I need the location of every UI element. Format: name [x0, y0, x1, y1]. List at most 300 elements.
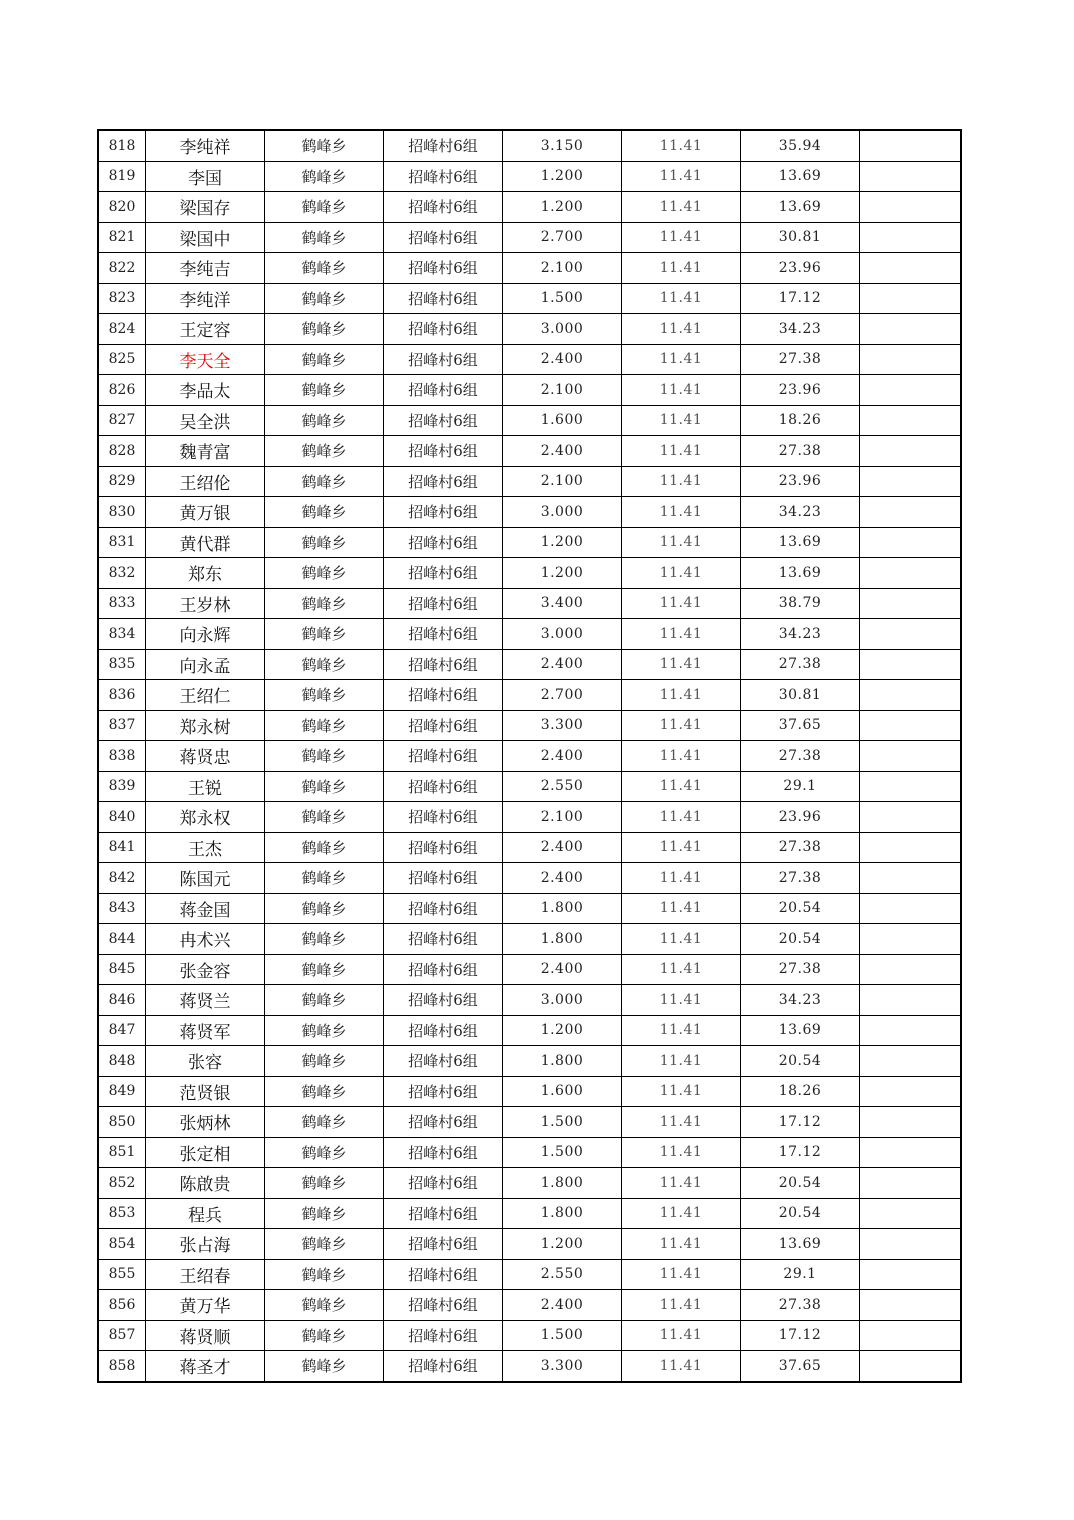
amount-cell: 18.26 [741, 405, 860, 436]
table-row [98, 802, 961, 833]
table-row [98, 1198, 961, 1229]
town-cell: 鹤峰乡 [265, 1351, 384, 1382]
row-number: 846 [98, 985, 146, 1016]
note-cell [860, 527, 962, 558]
amount-cell: 20.54 [741, 924, 860, 955]
note-cell [860, 649, 962, 680]
village-cell: 招峰村6组 [384, 1259, 503, 1290]
rate-cell: 11.41 [622, 1137, 741, 1168]
rate-cell: 11.41 [622, 1198, 741, 1229]
rate-cell: 11.41 [622, 1259, 741, 1290]
village-cell: 招峰村6组 [384, 527, 503, 558]
table-row [98, 1229, 961, 1260]
area-cell: 2.700 [503, 222, 622, 253]
amount-cell: 17.12 [741, 1137, 860, 1168]
amount-cell: 17.12 [741, 283, 860, 314]
name-cell: 李纯祥 [146, 130, 265, 161]
name-cell: 王杰 [146, 832, 265, 863]
village-cell: 招峰村6组 [384, 1137, 503, 1168]
area-cell: 2.400 [503, 1290, 622, 1321]
table-row [98, 893, 961, 924]
rate-cell: 11.41 [622, 1168, 741, 1199]
village-cell: 招峰村6组 [384, 161, 503, 192]
area-cell: 3.000 [503, 497, 622, 528]
area-cell: 1.600 [503, 1076, 622, 1107]
row-number: 851 [98, 1137, 146, 1168]
town-cell: 鹤峰乡 [265, 497, 384, 528]
village-cell: 招峰村6组 [384, 1320, 503, 1351]
amount-cell: 27.38 [741, 344, 860, 375]
note-cell [860, 1168, 962, 1199]
name-cell: 张容 [146, 1046, 265, 1077]
name-cell: 魏青富 [146, 436, 265, 467]
table-row [98, 1137, 961, 1168]
name-cell: 郑东 [146, 558, 265, 589]
amount-cell: 17.12 [741, 1320, 860, 1351]
note-cell [860, 1198, 962, 1229]
rate-cell: 11.41 [622, 222, 741, 253]
rate-cell: 11.41 [622, 344, 741, 375]
note-cell [860, 1015, 962, 1046]
row-number: 842 [98, 863, 146, 894]
rate-cell: 11.41 [622, 558, 741, 589]
town-cell: 鹤峰乡 [265, 893, 384, 924]
town-cell: 鹤峰乡 [265, 863, 384, 894]
name-cell: 范贤银 [146, 1076, 265, 1107]
village-cell: 招峰村6组 [384, 710, 503, 741]
table-row [98, 253, 961, 284]
village-cell: 招峰村6组 [384, 1076, 503, 1107]
table-row [98, 436, 961, 467]
note-cell [860, 985, 962, 1016]
rate-cell: 11.41 [622, 924, 741, 955]
area-cell: 2.400 [503, 741, 622, 772]
area-cell: 1.200 [503, 1229, 622, 1260]
row-number: 819 [98, 161, 146, 192]
village-cell: 招峰村6组 [384, 985, 503, 1016]
name-cell: 王岁林 [146, 588, 265, 619]
village-cell: 招峰村6组 [384, 832, 503, 863]
rate-cell: 11.41 [622, 710, 741, 741]
row-number: 848 [98, 1046, 146, 1077]
area-cell: 3.150 [503, 130, 622, 161]
table-row [98, 1015, 961, 1046]
row-number: 844 [98, 924, 146, 955]
amount-cell: 29.1 [741, 771, 860, 802]
row-number: 831 [98, 527, 146, 558]
row-number: 834 [98, 619, 146, 650]
row-number: 847 [98, 1015, 146, 1046]
town-cell: 鹤峰乡 [265, 1290, 384, 1321]
note-cell [860, 192, 962, 223]
amount-cell: 35.94 [741, 130, 860, 161]
note-cell [860, 497, 962, 528]
area-cell: 2.400 [503, 344, 622, 375]
name-cell: 向永辉 [146, 619, 265, 650]
area-cell: 3.000 [503, 314, 622, 345]
town-cell: 鹤峰乡 [265, 588, 384, 619]
note-cell [860, 863, 962, 894]
row-number: 835 [98, 649, 146, 680]
table-row [98, 497, 961, 528]
name-cell: 蒋贤顺 [146, 1320, 265, 1351]
area-cell: 1.800 [503, 1198, 622, 1229]
village-cell: 招峰村6组 [384, 1290, 503, 1321]
town-cell: 鹤峰乡 [265, 1320, 384, 1351]
amount-cell: 27.38 [741, 1290, 860, 1321]
table-row [98, 130, 961, 161]
table-row [98, 1107, 961, 1138]
note-cell [860, 832, 962, 863]
name-cell: 王锐 [146, 771, 265, 802]
rate-cell: 11.41 [622, 619, 741, 650]
table-row [98, 588, 961, 619]
area-cell: 1.600 [503, 405, 622, 436]
area-cell: 3.000 [503, 619, 622, 650]
data-table [97, 129, 962, 1383]
row-number: 852 [98, 1168, 146, 1199]
table-row [98, 375, 961, 406]
town-cell: 鹤峰乡 [265, 954, 384, 985]
rate-cell: 11.41 [622, 954, 741, 985]
row-number: 856 [98, 1290, 146, 1321]
note-cell [860, 588, 962, 619]
rate-cell: 11.41 [622, 771, 741, 802]
town-cell: 鹤峰乡 [265, 222, 384, 253]
row-number: 822 [98, 253, 146, 284]
note-cell [860, 1076, 962, 1107]
village-cell: 招峰村6组 [384, 436, 503, 467]
rate-cell: 11.41 [622, 1046, 741, 1077]
area-cell: 2.100 [503, 375, 622, 406]
name-cell: 王定容 [146, 314, 265, 345]
village-cell: 招峰村6组 [384, 405, 503, 436]
rate-cell: 11.41 [622, 985, 741, 1016]
town-cell: 鹤峰乡 [265, 375, 384, 406]
village-cell: 招峰村6组 [384, 893, 503, 924]
table-row [98, 832, 961, 863]
town-cell: 鹤峰乡 [265, 832, 384, 863]
row-number: 849 [98, 1076, 146, 1107]
row-number: 858 [98, 1351, 146, 1382]
amount-cell: 27.38 [741, 741, 860, 772]
name-cell: 冉术兴 [146, 924, 265, 955]
name-cell: 蒋贤兰 [146, 985, 265, 1016]
village-cell: 招峰村6组 [384, 954, 503, 985]
row-number: 855 [98, 1259, 146, 1290]
area-cell: 1.800 [503, 1168, 622, 1199]
area-cell: 2.400 [503, 436, 622, 467]
note-cell [860, 710, 962, 741]
note-cell [860, 802, 962, 833]
row-number: 839 [98, 771, 146, 802]
row-number: 837 [98, 710, 146, 741]
town-cell: 鹤峰乡 [265, 680, 384, 711]
village-cell: 招峰村6组 [384, 1198, 503, 1229]
rate-cell: 11.41 [622, 466, 741, 497]
rate-cell: 11.41 [622, 863, 741, 894]
amount-cell: 17.12 [741, 1107, 860, 1138]
table-row [98, 741, 961, 772]
village-cell: 招峰村6组 [384, 649, 503, 680]
town-cell: 鹤峰乡 [265, 1076, 384, 1107]
rate-cell: 11.41 [622, 130, 741, 161]
row-number: 857 [98, 1320, 146, 1351]
name-cell: 陈啟贵 [146, 1168, 265, 1199]
town-cell: 鹤峰乡 [265, 1046, 384, 1077]
town-cell: 鹤峰乡 [265, 985, 384, 1016]
amount-cell: 27.38 [741, 863, 860, 894]
note-cell [860, 436, 962, 467]
name-cell: 陈国元 [146, 863, 265, 894]
town-cell: 鹤峰乡 [265, 1229, 384, 1260]
row-number: 845 [98, 954, 146, 985]
area-cell: 1.200 [503, 161, 622, 192]
note-cell [860, 1107, 962, 1138]
table-row [98, 466, 961, 497]
table-row [98, 161, 961, 192]
rate-cell: 11.41 [622, 1290, 741, 1321]
area-cell: 1.500 [503, 1320, 622, 1351]
name-cell: 王绍仁 [146, 680, 265, 711]
village-cell: 招峰村6组 [384, 344, 503, 375]
row-number: 832 [98, 558, 146, 589]
town-cell: 鹤峰乡 [265, 161, 384, 192]
town-cell: 鹤峰乡 [265, 741, 384, 772]
amount-cell: 34.23 [741, 619, 860, 650]
area-cell: 2.100 [503, 802, 622, 833]
area-cell: 1.200 [503, 527, 622, 558]
town-cell: 鹤峰乡 [265, 619, 384, 650]
amount-cell: 27.38 [741, 832, 860, 863]
note-cell [860, 954, 962, 985]
note-cell [860, 893, 962, 924]
amount-cell: 38.79 [741, 588, 860, 619]
area-cell: 2.550 [503, 771, 622, 802]
area-cell: 2.700 [503, 680, 622, 711]
amount-cell: 34.23 [741, 985, 860, 1016]
name-cell: 张占海 [146, 1229, 265, 1260]
rate-cell: 11.41 [622, 893, 741, 924]
amount-cell: 29.1 [741, 1259, 860, 1290]
village-cell: 招峰村6组 [384, 466, 503, 497]
amount-cell: 37.65 [741, 710, 860, 741]
note-cell [860, 1351, 962, 1382]
name-cell: 程兵 [146, 1198, 265, 1229]
name-cell: 向永孟 [146, 649, 265, 680]
area-cell: 1.500 [503, 1137, 622, 1168]
amount-cell: 27.38 [741, 436, 860, 467]
amount-cell: 30.81 [741, 222, 860, 253]
row-number: 833 [98, 588, 146, 619]
table-row [98, 1076, 961, 1107]
area-cell: 1.200 [503, 192, 622, 223]
village-cell: 招峰村6组 [384, 863, 503, 894]
rate-cell: 11.41 [622, 649, 741, 680]
town-cell: 鹤峰乡 [265, 1015, 384, 1046]
amount-cell: 23.96 [741, 375, 860, 406]
rate-cell: 11.41 [622, 588, 741, 619]
town-cell: 鹤峰乡 [265, 466, 384, 497]
name-cell: 张金容 [146, 954, 265, 985]
table-row [98, 710, 961, 741]
town-cell: 鹤峰乡 [265, 527, 384, 558]
name-cell: 蒋圣才 [146, 1351, 265, 1382]
rate-cell: 11.41 [622, 527, 741, 558]
town-cell: 鹤峰乡 [265, 558, 384, 589]
table-row [98, 314, 961, 345]
name-cell: 吴全洪 [146, 405, 265, 436]
row-number: 826 [98, 375, 146, 406]
table-row [98, 192, 961, 223]
rate-cell: 11.41 [622, 741, 741, 772]
name-cell: 张炳林 [146, 1107, 265, 1138]
amount-cell: 34.23 [741, 314, 860, 345]
village-cell: 招峰村6组 [384, 375, 503, 406]
table-row [98, 924, 961, 955]
row-number: 836 [98, 680, 146, 711]
area-cell: 2.100 [503, 466, 622, 497]
town-cell: 鹤峰乡 [265, 314, 384, 345]
rate-cell: 11.41 [622, 283, 741, 314]
amount-cell: 23.96 [741, 253, 860, 284]
name-cell: 郑永权 [146, 802, 265, 833]
village-cell: 招峰村6组 [384, 253, 503, 284]
town-cell: 鹤峰乡 [265, 710, 384, 741]
name-cell: 王绍伦 [146, 466, 265, 497]
village-cell: 招峰村6组 [384, 1046, 503, 1077]
village-cell: 招峰村6组 [384, 924, 503, 955]
area-cell: 3.300 [503, 710, 622, 741]
row-number: 838 [98, 741, 146, 772]
town-cell: 鹤峰乡 [265, 283, 384, 314]
note-cell [860, 1290, 962, 1321]
rate-cell: 11.41 [622, 436, 741, 467]
amount-cell: 13.69 [741, 192, 860, 223]
amount-cell: 13.69 [741, 558, 860, 589]
amount-cell: 20.54 [741, 893, 860, 924]
table-row [98, 649, 961, 680]
rate-cell: 11.41 [622, 680, 741, 711]
rate-cell: 11.41 [622, 1320, 741, 1351]
area-cell: 2.400 [503, 954, 622, 985]
row-number: 821 [98, 222, 146, 253]
row-number: 827 [98, 405, 146, 436]
rate-cell: 11.41 [622, 1076, 741, 1107]
table-row [98, 1168, 961, 1199]
table-row [98, 1259, 961, 1290]
rate-cell: 11.41 [622, 832, 741, 863]
village-cell: 招峰村6组 [384, 222, 503, 253]
name-cell: 黄代群 [146, 527, 265, 558]
amount-cell: 23.96 [741, 802, 860, 833]
rate-cell: 11.41 [622, 405, 741, 436]
row-number: 823 [98, 283, 146, 314]
amount-cell: 27.38 [741, 649, 860, 680]
note-cell [860, 619, 962, 650]
note-cell [860, 405, 962, 436]
row-number: 830 [98, 497, 146, 528]
note-cell [860, 680, 962, 711]
rate-cell: 11.41 [622, 375, 741, 406]
area-cell: 2.400 [503, 649, 622, 680]
rate-cell: 11.41 [622, 1015, 741, 1046]
note-cell [860, 1259, 962, 1290]
amount-cell: 20.54 [741, 1198, 860, 1229]
name-cell: 黄万银 [146, 497, 265, 528]
note-cell [860, 344, 962, 375]
table-body [98, 130, 961, 1382]
town-cell: 鹤峰乡 [265, 130, 384, 161]
village-cell: 招峰村6组 [384, 1168, 503, 1199]
name-cell: 张定相 [146, 1137, 265, 1168]
town-cell: 鹤峰乡 [265, 344, 384, 375]
area-cell: 1.500 [503, 283, 622, 314]
town-cell: 鹤峰乡 [265, 192, 384, 223]
rate-cell: 11.41 [622, 802, 741, 833]
village-cell: 招峰村6组 [384, 771, 503, 802]
amount-cell: 27.38 [741, 954, 860, 985]
area-cell: 1.200 [503, 1015, 622, 1046]
table-row [98, 1351, 961, 1382]
note-cell [860, 283, 962, 314]
amount-cell: 20.54 [741, 1046, 860, 1077]
town-cell: 鹤峰乡 [265, 802, 384, 833]
name-cell: 李国 [146, 161, 265, 192]
village-cell: 招峰村6组 [384, 680, 503, 711]
area-cell: 2.400 [503, 832, 622, 863]
town-cell: 鹤峰乡 [265, 436, 384, 467]
area-cell: 3.300 [503, 1351, 622, 1382]
amount-cell: 13.69 [741, 161, 860, 192]
note-cell [860, 375, 962, 406]
area-cell: 1.200 [503, 558, 622, 589]
row-number: 824 [98, 314, 146, 345]
name-cell: 李纯吉 [146, 253, 265, 284]
area-cell: 3.000 [503, 985, 622, 1016]
rate-cell: 11.41 [622, 1229, 741, 1260]
area-cell: 1.800 [503, 1046, 622, 1077]
area-cell: 2.400 [503, 863, 622, 894]
name-cell: 蒋金国 [146, 893, 265, 924]
area-cell: 2.550 [503, 1259, 622, 1290]
amount-cell: 13.69 [741, 1015, 860, 1046]
area-cell: 1.800 [503, 924, 622, 955]
village-cell: 招峰村6组 [384, 588, 503, 619]
village-cell: 招峰村6组 [384, 1015, 503, 1046]
table-row [98, 680, 961, 711]
note-cell [860, 161, 962, 192]
table-row [98, 344, 961, 375]
name-cell: 李纯洋 [146, 283, 265, 314]
rate-cell: 11.41 [622, 161, 741, 192]
village-cell: 招峰村6组 [384, 283, 503, 314]
table-row [98, 771, 961, 802]
village-cell: 招峰村6组 [384, 619, 503, 650]
village-cell: 招峰村6组 [384, 558, 503, 589]
village-cell: 招峰村6组 [384, 1229, 503, 1260]
amount-cell: 20.54 [741, 1168, 860, 1199]
area-cell: 1.500 [503, 1107, 622, 1138]
rate-cell: 11.41 [622, 1351, 741, 1382]
table-row [98, 954, 961, 985]
note-cell [860, 130, 962, 161]
table-row [98, 283, 961, 314]
name-cell: 蒋贤忠 [146, 741, 265, 772]
village-cell: 招峰村6组 [384, 1107, 503, 1138]
row-number: 829 [98, 466, 146, 497]
table-row [98, 558, 961, 589]
